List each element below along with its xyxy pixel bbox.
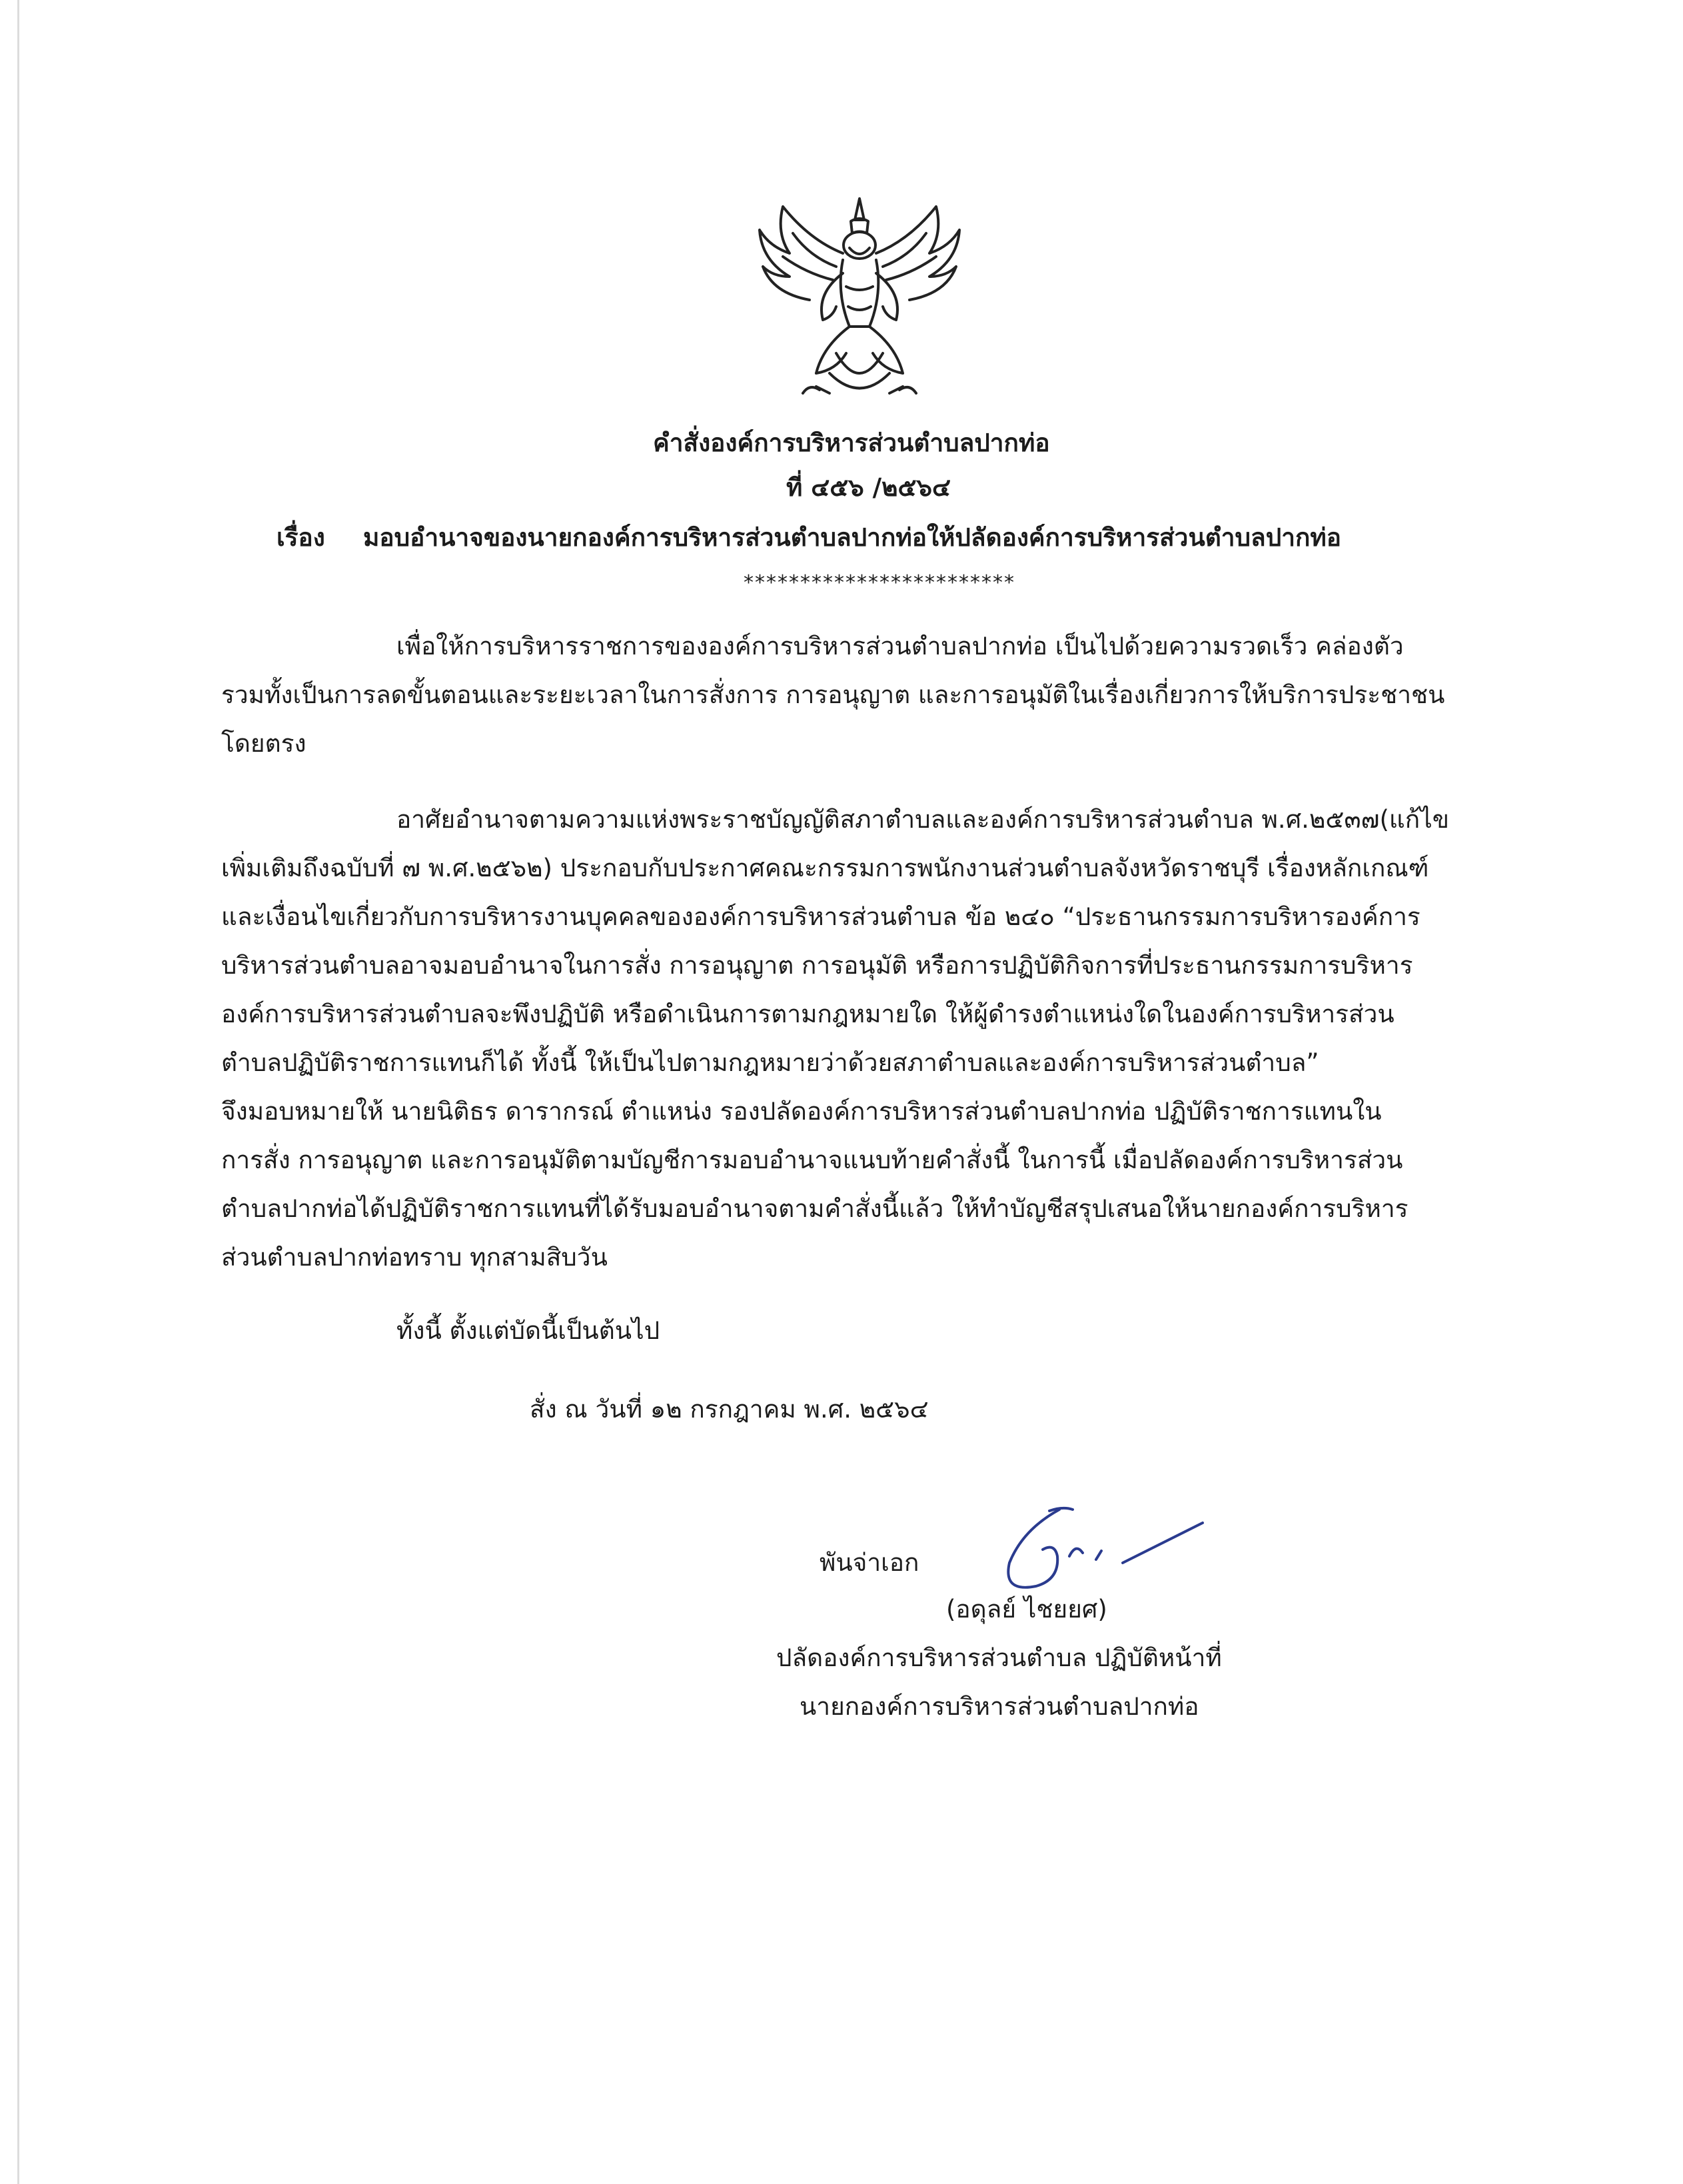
signer-rank: พันจ่าเอก xyxy=(820,1548,919,1577)
order-number: ที่ ๔๕๖ /๒๕๖๔ xyxy=(786,473,951,502)
paragraph2-line2: เพิ่มเติมถึงฉบับที่ ๗ พ.ศ.๒๕๖๒) ประกอบกับประกาศคณะกรรมการพนักงานส่วนตำบลจังหวัดราชบุรี เรื่องหลักเกณฑ์ xyxy=(221,854,1429,882)
effective-clause: ทั้งนี้ ตั้งแต่บัดนี้เป็นต้นไป xyxy=(396,1316,660,1345)
paragraph1-line3: โดยตรง xyxy=(221,729,306,758)
paragraph2-line7: จึงมอบหมายให้ นายนิติธร ดารากรณ์ ตำแหน่ง รองปลัดองค์การบริหารส่วนตำบลปากท่อ ปฏิบัติราชการแทนใน xyxy=(221,1097,1382,1126)
order-date: สั่ง ณ วันที่ ๑๒ กรกฎาคม พ.ศ. ๒๕๖๔ xyxy=(530,1395,929,1424)
handwritten-signature xyxy=(996,1503,1216,1603)
paragraph2-line6: ตำบลปฏิบัติราชการแทนก็ได้ ทั้งนี้ ให้เป็นไปตามกฎหมายว่าด้วยสภาตำบลและองค์การบริหารส่วนตำบล” xyxy=(221,1048,1319,1077)
paragraph1-line2: รวมทั้งเป็นการลดขั้นตอนและระยะเวลาในการสั่งการ การอนุญาต และการอนุมัติในเรื่องเกี่ยวการให้บริการประชาชน xyxy=(221,680,1445,709)
paragraph1-line1: เพื่อให้การบริหารราชการขององค์การบริหารส่วนตำบลปากท่อ เป็นไปด้วยความรวดเร็ว คล่องตัว xyxy=(396,632,1404,660)
order-title: คำสั่งองค์การบริหารส่วนตำบลปากท่อ xyxy=(653,429,1050,457)
order-subject-label: เรื่อง xyxy=(277,523,325,552)
order-subject: มอบอำนาจของนายกองค์การบริหารส่วนตำบลปากท่อให้ปลัดองค์การบริหารส่วนตำบลปากท่อ xyxy=(363,523,1341,552)
paragraph2-line8: การสั่ง การอนุญาต และการอนุมัติตามบัญชีการมอบอำนาจแนบท้ายคำสั่งนี้ ในการนี้ เมื่อปลัดองค์การบริหารส่วน xyxy=(221,1146,1403,1174)
separator-stars: ************************ xyxy=(744,571,1015,594)
garuda-emblem xyxy=(736,193,983,407)
signer-position2: นายกองค์การบริหารส่วนตำบลปากท่อ xyxy=(800,1692,1199,1721)
signer-position1: ปลัดองค์การบริหารส่วนตำบล ปฏิบัติหน้าที่ xyxy=(776,1643,1222,1672)
paragraph2-line10: ส่วนตำบลปากท่อทราบ ทุกสามสิบวัน xyxy=(221,1243,608,1272)
paragraph2-line9: ตำบลปากท่อได้ปฏิบัติราชการแทนที่ได้รับมอบอำนาจตามคำสั่งนี้แล้ว ให้ทำบัญชีสรุปเสนอให้นายกองค์การบริหาร xyxy=(221,1194,1408,1223)
paragraph2-line5: องค์การบริหารส่วนตำบลจะพึงปฏิบัติ หรือดำเนินการตามกฎหมายใด ให้ผู้ดำรงตำแหน่งใดในองค์การบริหารส่วน xyxy=(221,1000,1395,1028)
signer-name: (อดุลย์ ไชยยศ) xyxy=(946,1595,1107,1624)
scan-edge xyxy=(17,0,19,2184)
paragraph2-line1: อาศัยอำนาจตามความแห่งพระราชบัญญัติสภาตำบลและองค์การบริหารส่วนตำบล พ.ศ.๒๕๓๗(แก้ไข xyxy=(396,805,1450,834)
paragraph2-line3: และเงื่อนไขเกี่ยวกับการบริหารงานบุคคลขององค์การบริหารส่วนตำบล ข้อ ๒๔๐ “ประธานกรรมการบริหารองค์การ xyxy=(221,902,1420,931)
paragraph2-line4: บริหารส่วนตำบลอาจมอบอำนาจในการสั่ง การอนุญาต การอนุมัติ หรือการปฏิบัติกิจการที่ประธานกรรมการบริหาร xyxy=(221,951,1413,980)
